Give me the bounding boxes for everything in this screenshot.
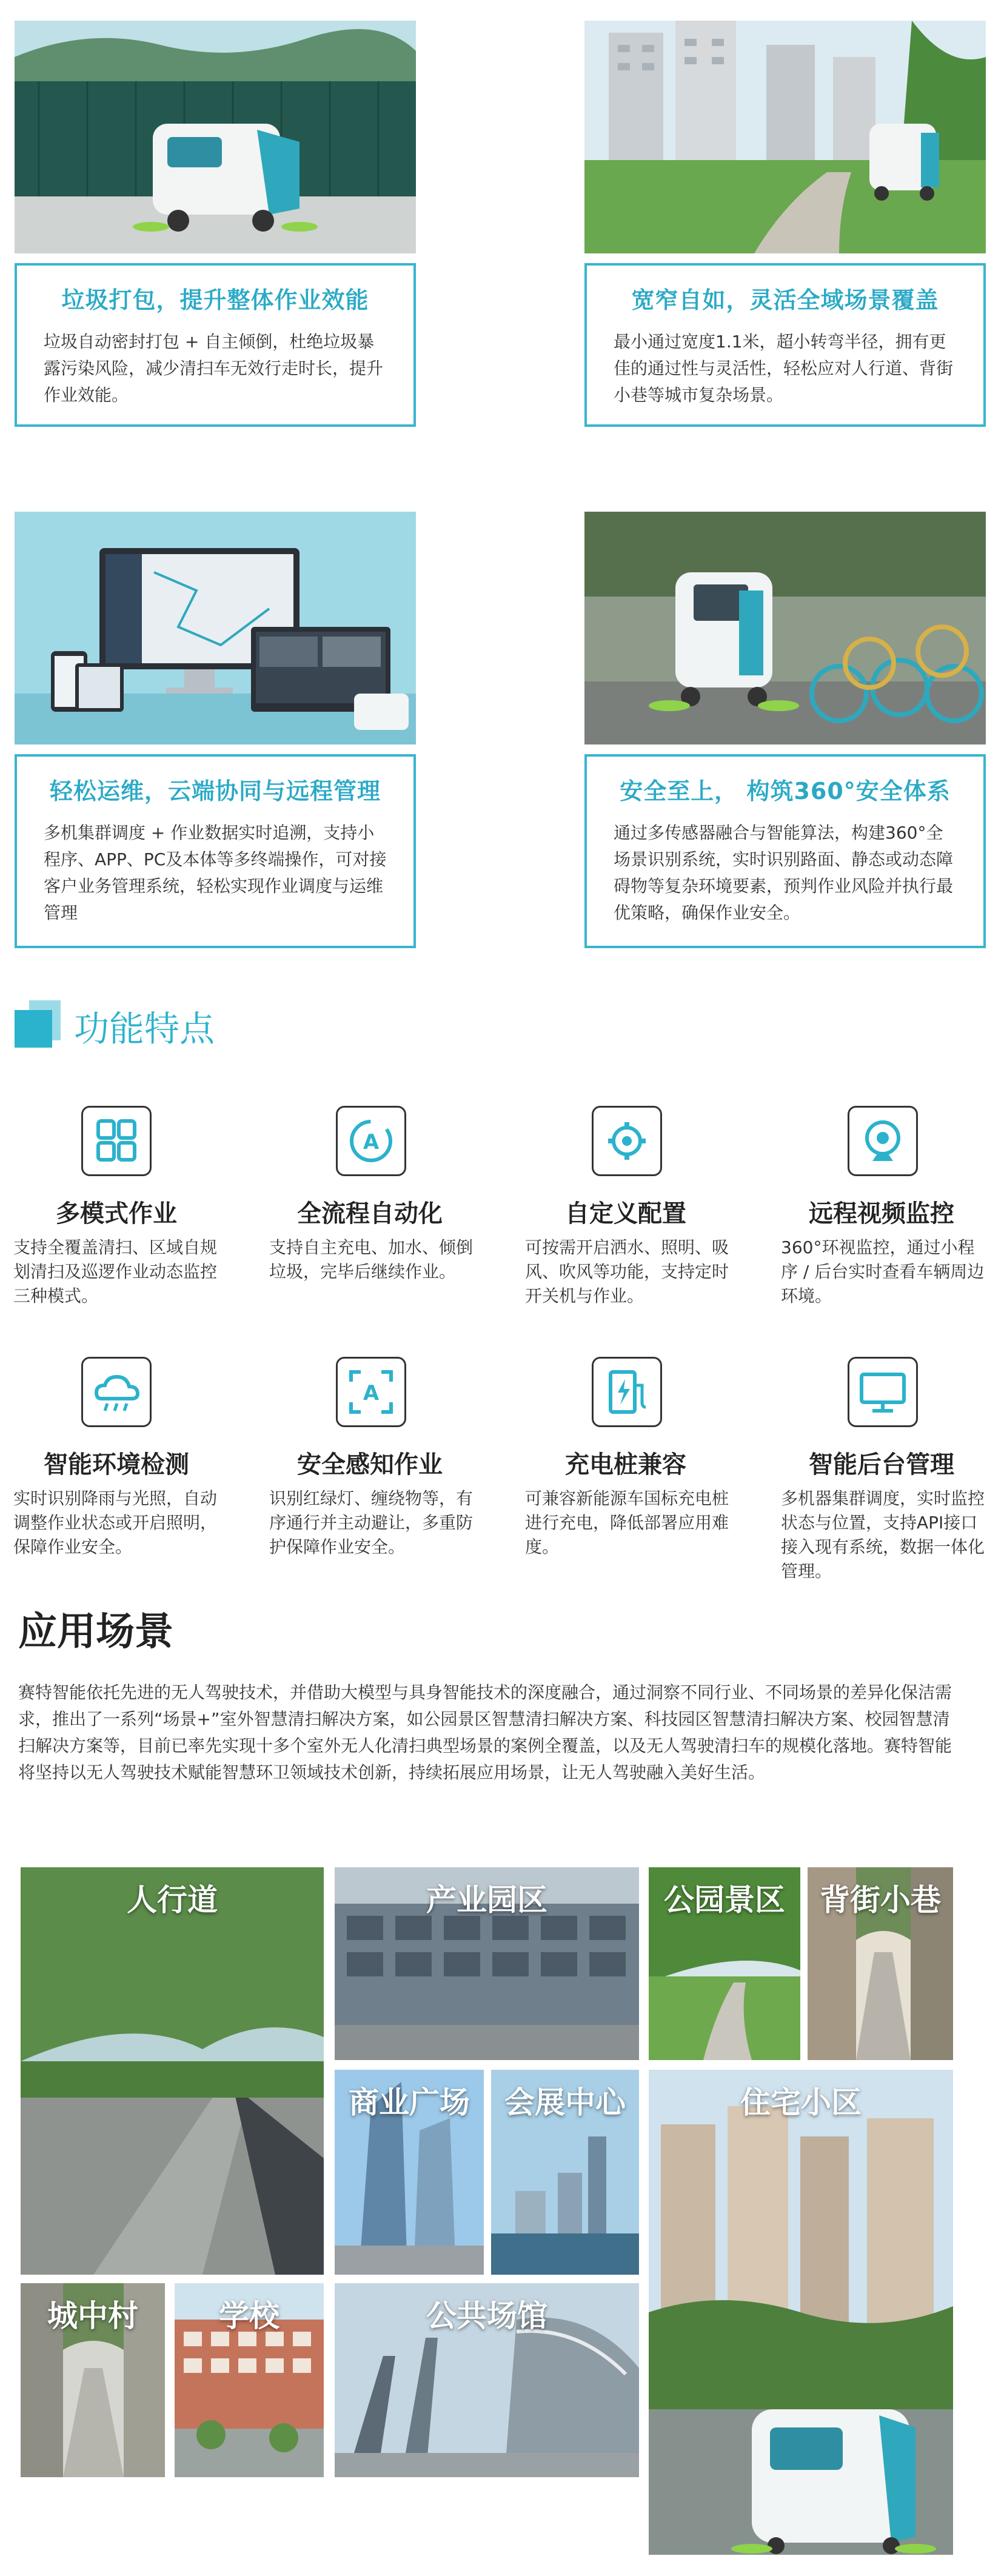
settings-gear-icon [592,1106,662,1176]
feature-desc: 可兼容新能源车国标充电桩进行充电，降低部署应用难度。 [525,1488,729,1557]
svg-text:A: A [363,1130,380,1154]
scenario-label: 公园景区 [664,1882,785,1918]
svg-text:A: A [363,1381,380,1405]
card-box-3 [15,754,416,948]
scenario-tile-commercial-plaza [335,2070,484,2275]
scenario-tile-school [175,2283,324,2477]
scenario-tile-alley [808,1867,953,2060]
scenario-tile-public-venue [335,2283,639,2477]
scenario-label: 商业广场 [349,2085,470,2120]
feature-desc: 多机器集群调度，实时监控状态与位置，支持API接口接入现有系统，数据一体化管理。 [781,1488,985,1581]
card-title: 轻松运维，云端协同与远程管理 [49,778,381,805]
scenario-tile-sidewalk [21,1867,324,2275]
scenario-tile-park [649,1867,800,2060]
card-text: 多机集群调度 + 作业数据实时追溯，支持小程序、APP、PC及本体等多终端操作，可对接客户业务管理系统，轻松实现作业调度与运维管理 [44,823,387,923]
feature-title: 充电桩兼容 [565,1451,686,1479]
ai-scan-frame-icon [336,1357,406,1427]
scenario-label: 背街小巷 [820,1882,941,1918]
feature-desc: 360°环视监控，通过小程序 / 后台实时查看车辆周边环境。 [781,1237,985,1306]
feature-title: 智能环境检测 [44,1451,189,1479]
scenario-label: 住宅小区 [740,2085,862,2120]
feature-title: 自定义配置 [565,1200,686,1228]
card-text: 最小通过宽度1.1米，超小转弯半径，拥有更佳的通过性与灵活性，轻松应对人行道、背街小巷等城市复杂场景。 [614,332,954,405]
scenario-label: 城中村 [47,2298,138,2333]
card-image-1 [15,21,416,253]
charging-pile-icon [592,1357,662,1427]
feature-desc: 支持自主充电、加水、倾倒垃圾，完毕后继续作业。 [269,1237,474,1282]
feature-desc: 识别红绿灯、缠绕物等，有序通行并主动避让，多重防护保障作业安全。 [269,1488,474,1557]
card-image-2 [584,21,986,253]
webcam-icon [848,1106,918,1176]
feature-title: 多模式作业 [56,1200,177,1228]
card-image-4 [584,512,986,744]
card-box-2 [584,263,986,427]
scenario-label: 产业园区 [426,1882,547,1918]
scenario-tile-residential [649,2070,953,2555]
scenario-tile-expo-center [491,2070,639,2275]
card-box-1 [15,263,416,427]
card-image-3 [15,512,416,744]
feature-title: 智能后台管理 [809,1451,954,1479]
feature-desc: 可按需开启洒水、照明、吸风、吹风等功能，支持定时开关机与作业。 [525,1237,729,1306]
scenario-label: 人行道 [127,1882,218,1918]
card-title: 安全至上， 构筑360°安全体系 [620,778,951,805]
scenarios-intro: 赛特智能依托先进的无人驾驶技术，并借助大模型与具身智能技术的深度融合，通过洞察不同行业、不同场景的差异化保洁需求，推出了一系列“场景+”室外智慧清扫解决方案，如公园景区智慧清扫解决方案、科技园区智慧清扫解决方案、校园智慧清扫解决方案等，目前已率先实现十多个室外无人化清扫典型场景的案例全覆盖，以及无人驾驶清扫车的规模化落地。赛特智能将坚持以无人驾驶技术赋能智慧环卫领域技术创新，持续拓展应用场景，让无人驾驶融入美好生活。 [18,1682,952,1782]
scenario-tile-industrial-park [335,1867,639,2060]
scenario-label: 会展中心 [504,2085,626,2120]
feature-desc: 实时识别降雨与光照，自动调整作业状态或开启照明，保障作业安全。 [13,1488,218,1557]
weather-cloud-rain-icon [81,1357,152,1427]
multi-mode-grid-icon [81,1106,152,1176]
scenarios-section-title: 应用场景 [18,1610,173,1654]
card-text: 通过多传感器融合与智能算法，构建360°全场景识别系统，实时识别路面、静态或动态障碍物等复杂环境要素，预判作业风险并执行最优策略，确保作业安全。 [614,823,954,923]
card-title: 宽窄自如，灵活全域场景覆盖 [631,287,939,313]
scenario-label: 公共场馆 [426,2298,547,2333]
section-marker [15,1010,52,1048]
features-section-title: 功能特点 [74,1008,215,1049]
card-title: 垃圾打包，提升整体作业效能 [61,287,369,313]
feature-desc: 支持全覆盖清扫、区域自规划清扫及巡逻作业动态监控三种模式。 [13,1237,218,1306]
feature-title: 全流程自动化 [297,1200,443,1228]
scenario-tile-urban-village [21,2283,165,2477]
card-text: 垃圾自动密封打包 + 自主倾倒，杜绝垃圾暴露污染风险，减少清扫车无效行走时长，提升作业效能。 [44,332,384,405]
feature-title: 远程视频监控 [809,1200,954,1228]
feature-title: 安全感知作业 [297,1451,443,1479]
monitor-screen-icon [848,1357,918,1427]
card-box-4 [584,754,986,948]
automation-cycle-icon [336,1106,406,1176]
scenario-label: 学校 [219,2298,279,2333]
